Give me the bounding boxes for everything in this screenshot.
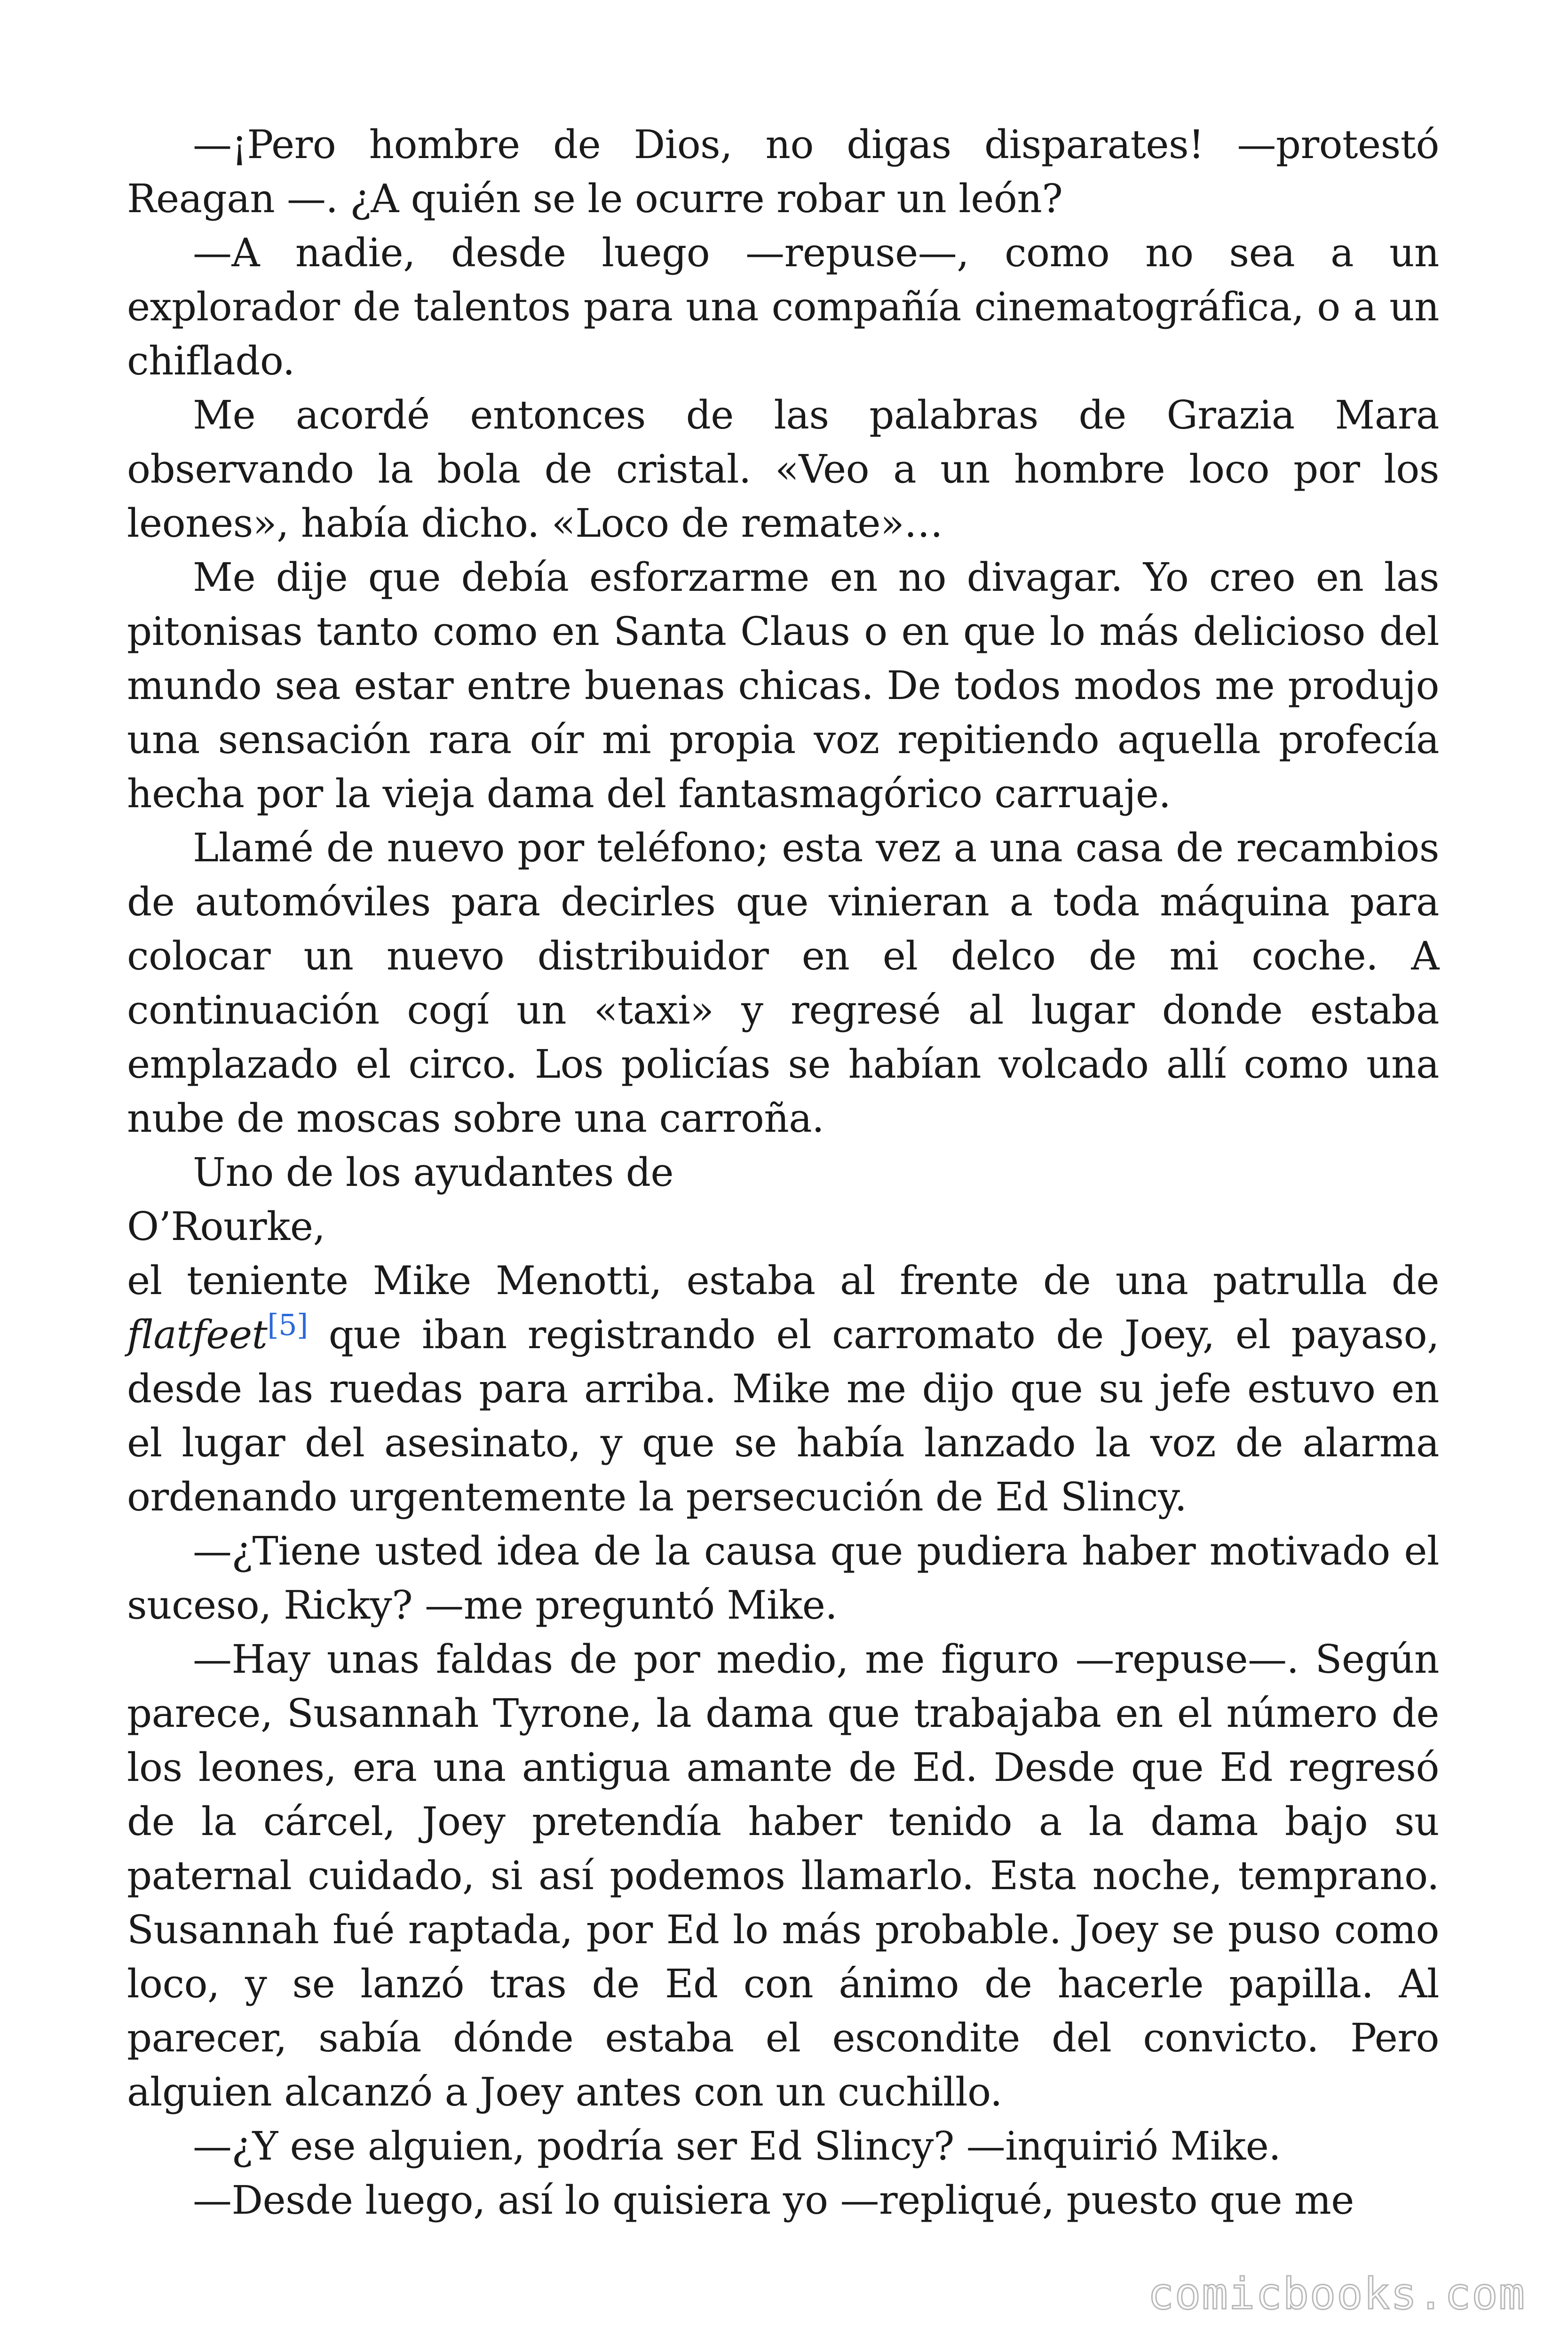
paragraph-1: —¡Pero hombre de Dios, no digas disparates! —protestó Reagan —. ¿A quién se le ocurre robar un león? <box>127 122 1439 222</box>
broken-line-2: O’Rourke, <box>127 1204 325 1249</box>
page-body <box>127 118 1439 2227</box>
paragraph-3: Me acordé entonces de las palabras de Grazia Mara observando la bola de cristal. «Veo a un hombre loco por los leones», había dicho. «Loco de remate»… <box>127 392 1439 546</box>
paragraph-5: Llamé de nuevo por teléfono; esta vez a una casa de recambios de automóviles para decirles que vinieran a toda máquina para colocar un nuevo distribuidor en el delco de mi coche. A continuación cogí un «taxi» y regresé al lugar donde estaba emplazado el circo. Los policías se habían volcado allí como una nube de moscas sobre una carroña. <box>127 825 1439 1141</box>
paragraph-6-rest: que iban registrando el carromato de Joey, el payaso, desde las ruedas para arriba. Mike me dijo que su jefe estuvo en el lugar del asesinato, y que se había lanzado la voz de alarma ordenando urgentemente la persecución de Ed Slincy. <box>127 1312 1439 1520</box>
broken-line-1: Uno de los ayudantes de <box>193 1150 673 1195</box>
paragraph-10: —Desde luego, así lo quisiera yo —repliqué, puesto que me <box>193 2177 1354 2223</box>
italic-word: flatfeet <box>127 1312 268 1358</box>
paragraph-7: —¿Tiene usted idea de la causa que pudiera haber motivado el suceso, Ricky? —me preguntó Mike. <box>127 1528 1439 1628</box>
paragraph-9: —¿Y ese alguien, podría ser Ed Slincy? —inquirió Mike. <box>193 2123 1281 2169</box>
footnote-link[interactable]: [5] <box>267 1308 308 1342</box>
paragraph-4: Me dije que debía esforzarme en no divagar. Yo creo en las pitonisas tanto como en Santa Claus o en que lo más delicioso del mundo sea estar entre buenas chicas. De todos modos me produjo una sensación rara oír mi propia voz repitiendo aquella profecía hecha por la vieja dama del fantasmagórico carruaje. <box>127 555 1439 817</box>
watermark: comicbooks.com <box>1148 2269 1526 2319</box>
paragraph-6 <box>127 1254 1439 1524</box>
paragraph-6-first-line: el teniente Mike Menotti, estaba al frente de una patrulla de <box>127 1258 1439 1303</box>
paragraph-8: —Hay unas faldas de por medio, me figuro —repuse—. Según parece, Susannah Tyrone, la dama que trabajaba en el número de los leones, era una antigua amante de Ed. Desde que Ed regresó de la cárcel, Joey pretendía haber tenido a la dama bajo su paternal cuidado, si así podemos llamarlo. Esta noche, temprano. Susannah fué raptada, por Ed lo más probable. Joey se puso como loco, y se lanzó tras de Ed con ánimo de hacerle papilla. Al parecer, sabía dónde estaba el escondite del convicto. Pero alguien alcanzó a Joey antes con un cuchillo. <box>127 1637 1439 2115</box>
paragraph-2: —A nadie, desde luego —repuse—, como no sea a un explorador de talentos para una compañía cinematográfica, o a un chiflado. <box>127 230 1439 384</box>
